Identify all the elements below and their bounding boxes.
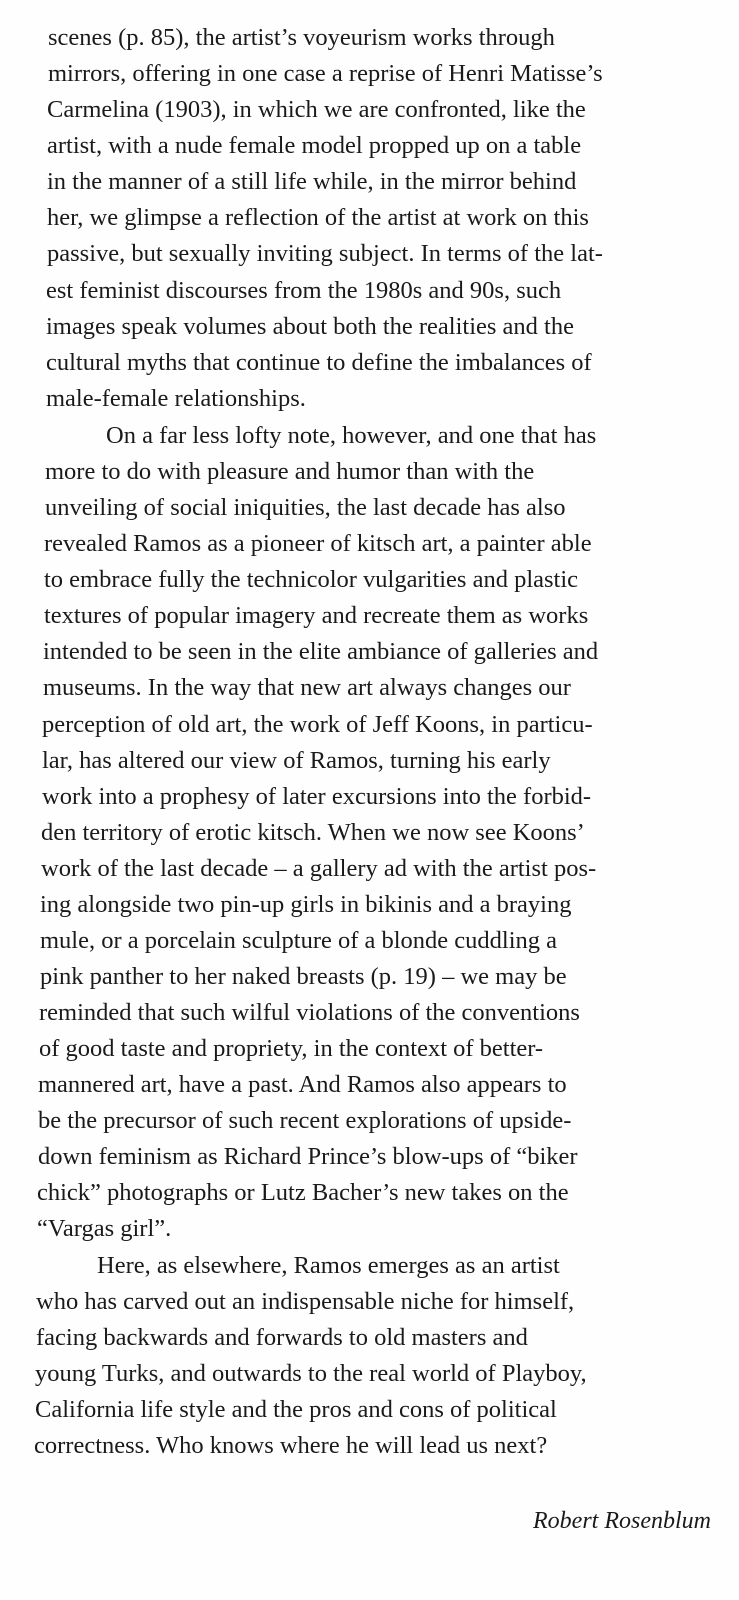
text-line: reminded that such wilful violations of the conventions [39, 999, 580, 1026]
text-line: California life style and the pros and cons of political [35, 1396, 557, 1423]
text-line: passive, but sexually inviting subject. In terms of the lat- [47, 240, 603, 267]
text-line: Carmelina (1903), in which we are confronted, like the [47, 96, 586, 123]
text-line: down feminism as Richard Prince’s blow-ups of “biker [38, 1143, 578, 1170]
text-line: mule, or a porcelain sculpture of a blonde cuddling a [40, 927, 558, 954]
text-line: correctness. Who knows where he will lead us next? [34, 1432, 548, 1459]
author-signature: Robert Rosenblum [533, 1508, 711, 1534]
text-line: den territory of erotic kitsch. When we now see Koons’ [41, 819, 585, 846]
text-line: in the manner of a still life while, in the mirror behind [47, 168, 577, 195]
text-line: scenes (p. 85), the artist’s voyeurism works through [48, 24, 555, 51]
text-line: pink panther to her naked breasts (p. 19) – we may be [40, 963, 567, 990]
text-line: intended to be seen in the elite ambiance of galleries and [43, 638, 599, 665]
text-line: work of the last decade – a gallery ad with the artist pos- [41, 855, 597, 882]
text-line: mirrors, offering in one case a reprise of Henri Matisse’s [48, 60, 603, 87]
text-line: more to do with pleasure and humor than with the [45, 458, 535, 485]
text-line: museums. In the way that new art always changes our [43, 674, 571, 701]
text-line: of good taste and propriety, in the context of better- [39, 1035, 544, 1062]
text-line: her, we glimpse a reflection of the artist at work on this [47, 204, 589, 231]
text-line: chick” photographs or Lutz Bacher’s new takes on the [37, 1179, 569, 1206]
text-line: cultural myths that continue to define the imbalances of [46, 349, 592, 376]
text-line: facing backwards and forwards to old masters and [36, 1324, 528, 1351]
text-line: Here, as elsewhere, Ramos emerges as an artist [97, 1252, 560, 1279]
text-line: lar, has altered our view of Ramos, turning his early [42, 747, 551, 774]
text-line: work into a prophesy of later excursions into the forbid- [42, 783, 592, 810]
text-line: male-female relationships. [46, 385, 306, 412]
text-line: revealed Ramos as a pioneer of kitsch art, a painter able [44, 530, 592, 557]
text-line: ing alongside two pin-up girls in bikinis and a braying [40, 891, 572, 918]
text-line: mannered art, have a past. And Ramos also appears to [38, 1071, 567, 1098]
text-line: to embrace fully the technicolor vulgarities and plastic [44, 566, 579, 593]
text-line: est feminist discourses from the 1980s and 90s, such [46, 277, 562, 304]
text-line: images speak volumes about both the realities and the [46, 313, 574, 340]
text-line: be the precursor of such recent explorations of upside- [38, 1107, 572, 1134]
text-line: On a far less lofty note, however, and one that has [106, 422, 597, 449]
text-line: who has carved out an indispensable niche for himself, [36, 1288, 575, 1315]
text-line: artist, with a nude female model propped up on a table [47, 132, 582, 159]
text-line: perception of old art, the work of Jeff Koons, in particu- [42, 711, 593, 738]
text-line: textures of popular imagery and recreate them as works [44, 602, 589, 629]
text-line: “Vargas girl”. [37, 1215, 172, 1242]
text-line: young Turks, and outwards to the real world of Playboy, [35, 1360, 587, 1387]
text-line: unveiling of social iniquities, the last decade has also [45, 494, 566, 521]
